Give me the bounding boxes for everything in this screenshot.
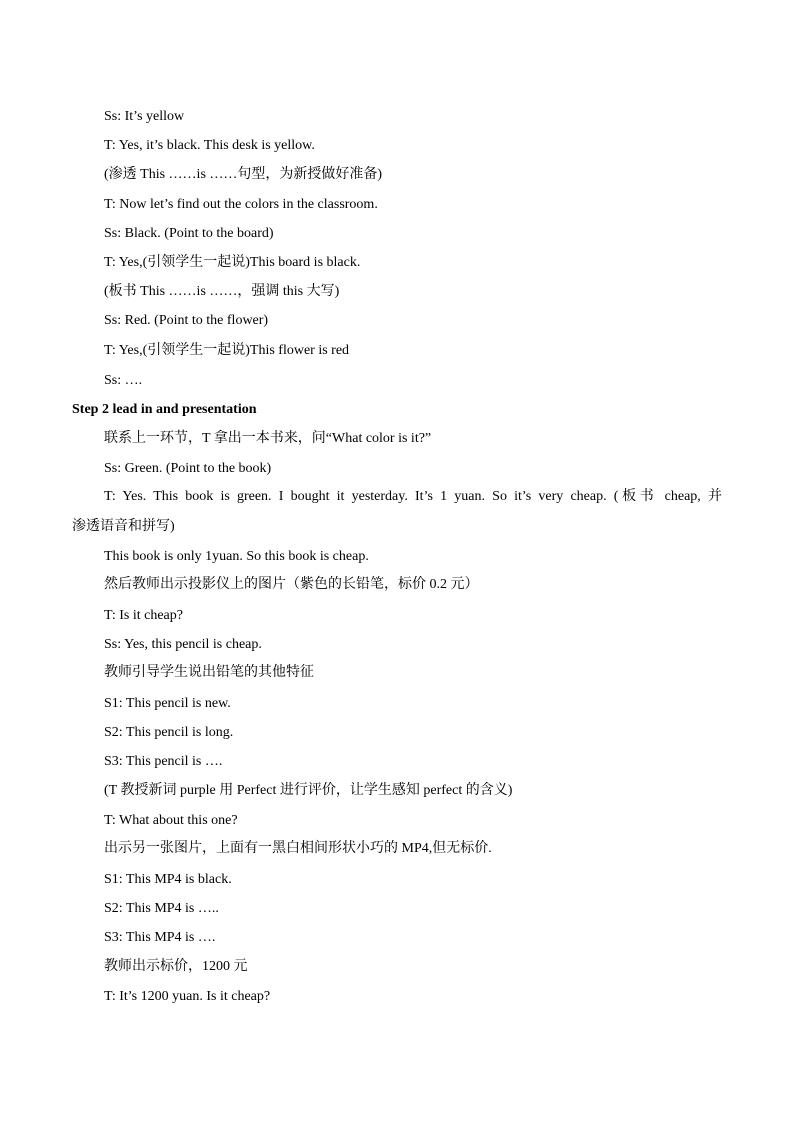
text-line: T: Yes. This book is green. I bought it yesterday. It’s 1 yuan. So it’s very cheap. (板书 cheap, 并 <box>104 489 722 504</box>
text-line: T: It’s 1200 yuan. Is it cheap? <box>104 989 271 1004</box>
text-line: (板书 This ……is ……，强调 this 大写) <box>104 284 340 299</box>
text-line: This book is only 1yuan. So this book is cheap. <box>104 549 369 564</box>
text-line: 出示另一张图片，上面有一黑白相间形状小巧的 MP4,但无标价. <box>104 841 492 856</box>
text-line: T: Yes,(引领学生一起说)This flower is red <box>104 343 350 358</box>
text-line: Ss: Yes, this pencil is cheap. <box>104 637 262 652</box>
text-line: T: Yes, it’s black. This desk is yellow. <box>104 138 315 153</box>
text-line: Ss: Green. (Point to the book) <box>104 461 272 476</box>
text-line: S2: This MP4 is ….. <box>104 901 219 916</box>
text-line: Ss: It’s yellow <box>104 109 185 124</box>
section-heading: Step 2 lead in and presentation <box>72 402 257 417</box>
text-line: 渗透语音和拼写) <box>72 519 175 534</box>
text-line: 联系上一环节，T 拿出一本书来，问“What color is it?” <box>104 431 432 446</box>
text-line: S1: This MP4 is black. <box>104 872 232 887</box>
text-line: 教师引导学生说出铅笔的其他特征 <box>104 665 314 680</box>
text-line: S3: This pencil is …. <box>104 754 223 769</box>
text-line: Ss: Red. (Point to the flower) <box>104 313 269 328</box>
text-line: S3: This MP4 is …. <box>104 930 216 945</box>
text-line: 教师出示标价，1200 元 <box>104 959 248 974</box>
text-line: S1: This pencil is new. <box>104 696 231 711</box>
text-line: Ss: Black. (Point to the board) <box>104 226 274 241</box>
text-line: T: Yes,(引领学生一起说)This board is black. <box>104 255 361 270</box>
text-line: (T 教授新词 purple 用 Perfect 进行评价，让学生感知 perfect 的含义) <box>104 783 513 798</box>
text-line: T: Is it cheap? <box>104 608 183 623</box>
text-line: 然后教师出示投影仪上的图片（紫色的长铅笔，标价 0.2 元） <box>104 577 479 592</box>
text-line: S2: This pencil is long. <box>104 725 234 740</box>
text-line: T: What about this one? <box>104 813 238 828</box>
text-line: T: Now let’s find out the colors in the classroom. <box>104 197 378 212</box>
text-line: Ss: …. <box>104 373 143 388</box>
text-line: (渗透 This ……is ……句型，为新授做好准备) <box>104 167 383 182</box>
